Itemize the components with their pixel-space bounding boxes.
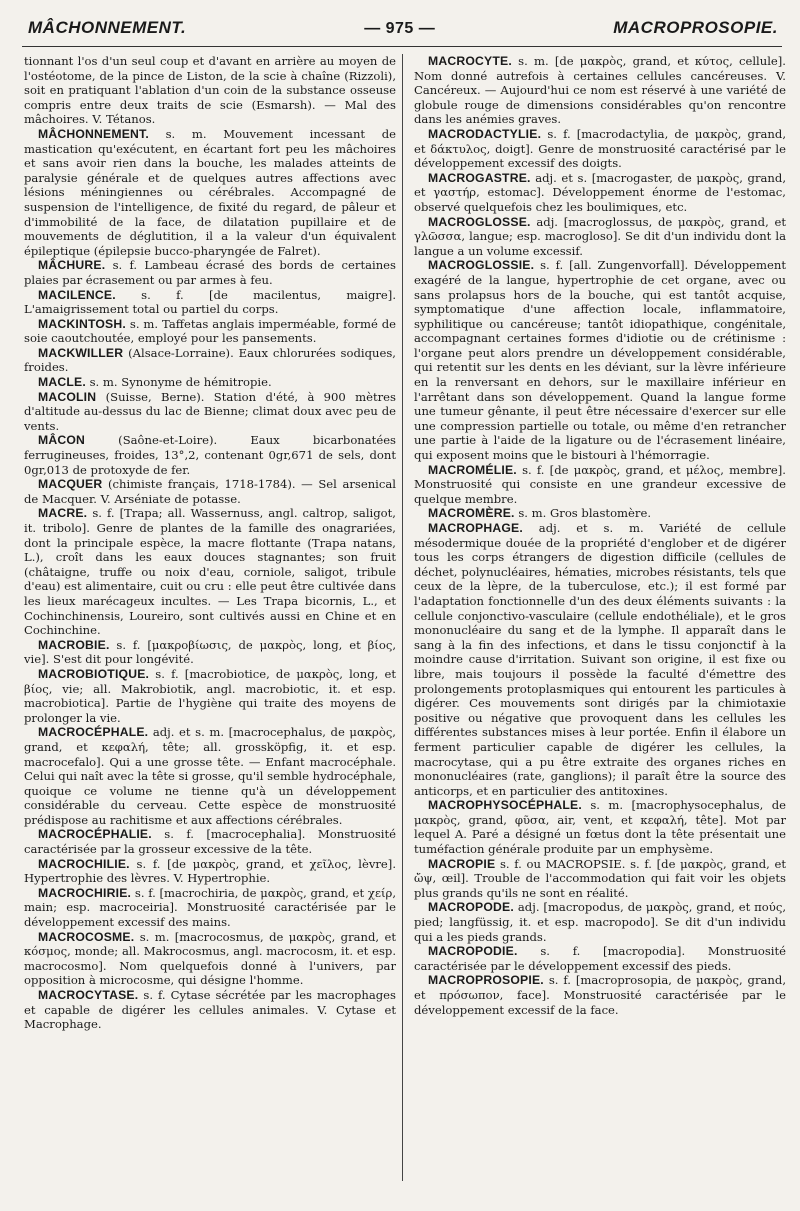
entry-definition: s. f. [macrocephalia]. Monstruosité caractérisée par la grosseur excessive de la tête. (24, 827, 396, 857)
entry-headword: MACILENCE. (38, 287, 116, 302)
entry-headword: MACROMÈRE. (428, 506, 515, 521)
entry-definition: s. m. Gros blastomère. (518, 506, 652, 521)
entry-headword: MACROGLOSSIE. (428, 258, 535, 273)
entry-headword: MACROMÉLIE. (428, 462, 517, 477)
entry-definition: s. f. [macrobiotice, de μακρὸς, long, et βίος, vie; all. Makrobiotik, angl. macrobiotic, it. et esp. macrobiotica]. Partie de l'hygiène qui traite des moyens de prolonger la vie. (24, 666, 396, 725)
dictionary-entry (24, 930, 396, 988)
entry-definition: s. f. [de μακρὸς, grand, et μέλος, membre]. Monstruosité qui consiste en une grandeur excessive de quelque membre. (414, 462, 786, 506)
dictionary-entry (414, 127, 786, 171)
dictionary-entry (24, 506, 396, 637)
entry-definition: s. f. [μακροβίωσις, de μακρὸς, long, et βίος, vie]. S'est dit pour longévité. (24, 637, 396, 667)
dictionary-entry (24, 667, 396, 725)
entry-definition: s. f. [all. Zungenvorfall]. Développement exagéré de la langue, hypertrophie de cet organe, avec ou sans prolapsus hors de la bouche, qui est tantôt acquise, symptomatique d'une affection locale, inflammatoire, syphilitique ou cancéreuse; tantôt idiopathique, congénitale, accompagnant certaines formes d'idiotie ou de crétinisme : l'organe peut alors prendre un développement considérable, qui retentit sur les dents en les déviant, sur la lèvre inférieure en la renversant en dehors, sur le maxillaire inférieur en l'arrêtant dans son développement. Quand la langue forme une tumeur gênante, il peut être nécessaire d'exercer sur elle une compression partielle ou totale, ou même d'en retrancher une partie à l'aide de la ligature ou de l'écrasement linéaire, qui exposent moins que le bistouri à l'hémorragie. (414, 258, 786, 463)
entry-definition: s. f. [macropodia]. Monstruosité caractérisée par le développement excessif des pieds. (414, 944, 786, 973)
entry-headword: MACLE. (38, 375, 86, 390)
dictionary-entry (24, 725, 396, 827)
entry-headword: MACROPHAGE. (428, 521, 523, 535)
left-column (24, 54, 396, 1189)
entry-definition: adj. et s. [macrogaster, de μακρὸς, grand, et γαστήρ, estomac]. Développement énorme de l'estomac, observé quelquefois chez les boulimiques, etc. (414, 170, 786, 214)
running-head-right: MACROPROSOPIE. (613, 18, 778, 37)
dictionary-entry (24, 54, 396, 127)
dictionary-entry (24, 886, 396, 930)
entry-definition: (Suisse, Berne). Station d'été, à 900 mètres d'altitude au-dessus du lac de Bienne; climat doux avec peu de vents. (24, 389, 396, 433)
entry-headword: MACROGLOSSE. (428, 214, 531, 229)
entry-definition: s. m. Taffetas anglais imperméable, formé de soie caoutchoutée, employé pour les pansements. (24, 316, 396, 346)
entry-headword: MACROPODIE. (428, 944, 518, 959)
entry-headword: MÂCHONNEMENT. (38, 126, 149, 141)
dictionary-entry (414, 900, 786, 944)
entry-definition: s. f. [macrochiria, de μακρὸς, grand, et χείρ, main; esp. macroceiria]. Monstruosité caractérisée par le développement excessif des mains. (24, 885, 396, 930)
entry-headword: MACROCÉPHALE. (38, 725, 149, 740)
entry-headword: MACQUER (38, 477, 103, 492)
entry-definition: s. f. [de μακρὸς, grand, et χεῖλος, lèvre]. Hypertrophie des lèvres. V. Hypertrophie. (24, 856, 396, 886)
right-column (414, 54, 786, 1189)
entry-headword: MÂCHURE. (38, 258, 106, 273)
column-divider (402, 54, 403, 1181)
entry-headword: MACRODACTYLIE. (428, 126, 542, 141)
dictionary-entry (24, 857, 396, 886)
entry-definition: s. m. [de μακρὸς, grand, et κύτος, cellule]. Nom donné autrefois à certaines cellules cancéreuses. V. Cancéreux. — Aujourd'hui ce nom est réservé à une variété de globule rouge de dimensions considérables qu'on rencontre dans les anémies graves. (414, 54, 786, 127)
header-rule (22, 46, 782, 47)
entry-definition: (Alsace-Lorraine). Eaux chlorurées sodiques, froides. (24, 345, 396, 375)
dictionary-entry (414, 973, 786, 1017)
entry-definition: adj. et s. m. Variété de cellule mésodermique douée de la propriété d'englober et de digérer tous les corps étrangers de digestion difficile (cellules de déchet, polynucléaires, hématies, microbes résistants, tels que ceux de la lèpre, de la tuberculose, etc.); il est formé par l'adaptation fonctionnelle d'un des deux éléments suivants : la cellule conjonctivo-vasculaire (cellule endothéliale), et le gros mononucléaire du sang et de la lymphe. Il apparaît dans le sang à la fin des infections, et dans le tissu conjonctif à la moindre cause d'irritation. Suivant son origine, il est fixe ou libre, mais toujours il possède la faculté d'émettre des prolongements protoplasmiques qui entourent les particules à digérer. Ces mouvements sont dirigés par la chimiotaxie positive ou négative que provoquent dans les cellules les différentes substances mises à leur portée. Enfin il élabore un ferment particulier capable de digérer les cellules, la macrocytase, qui a pu être extraite des organes riches en mononucléaires (rate, ganglions); il paraît être la source des anticorps, et en particulier des antitoxines. (414, 521, 786, 798)
entry-headword: MACROCYTE. (428, 54, 512, 68)
entry-definition: s. f. Cytase sécrétée par les macrophages et capable de digérer les cellules animales. V. Cytase et Macrophage. (24, 988, 396, 1032)
entry-definition: (Saône-et-Loire). Eaux bicarbonatées ferrugineuses, froides, 13°,2, contenant 0gr,671 de sels, dont 0gr,013 de protoxyde de fer. (24, 433, 396, 477)
entry-headword: MACROCYTASE. (38, 988, 139, 1002)
dictionary-entry (24, 390, 396, 434)
entry-definition: s. f. [macroprosopia, de μακρὸς, grand, et πρόσωπον, face]. Monstruosité caractérisée par le développement excessif de la face. (414, 973, 786, 1017)
dictionary-entry (414, 857, 786, 901)
entry-headword: MACROPIE (428, 856, 496, 871)
running-head-left: MÂCHONNEMENT. (28, 18, 187, 37)
entry-headword: MACRE. (38, 506, 88, 521)
page-header (28, 18, 778, 46)
entry-definition: s. m. [macrocosmus, de μακρὸς, grand, et κόσμος, monde; all. Makrocosmus, angl. macrocosm, it. et esp. macrocosmo]. Nom quelquefois donné à l'univers, par opposition à microcosme, qui désigne l'homme. (24, 929, 396, 988)
dictionary-entry (24, 346, 396, 375)
entry-definition: s. m. Synonyme de hémitropie. (89, 375, 272, 390)
entry-definition: s. f. [Trapa; all. Wassernuss, angl. caltrop, saligot, it. tribolo]. Genre de plantes de la famille des onagrariées, dont la principale espèce, la macre flottante (Trapa natans, L.), croît dans les eaux douces stagnantes; son fruit (châtaigne, truffe ou noix d'eau, corniole, saligot, tribule d'eau) est alimentaire, cuit ou cru : elle peut être cultivée dans les lieux marécageux incultes. — Les Trapa bicornis, L., et Cochinchinensis, Loureiro, sont cultivés aussi en Chine et en Cochinchine. (24, 506, 396, 638)
dictionary-entry (414, 944, 786, 973)
dictionary-entry (414, 171, 786, 215)
dictionary-entry (24, 258, 396, 287)
dictionary-entry (24, 988, 396, 1032)
entry-headword: MACROBIE. (38, 637, 110, 652)
entry-definition: adj. [macroglossus, de μακρὸς, grand, et γλῶσσα, langue; esp. macrogloso]. Se dit d'un individu dont la langue a un volume excessif. (414, 214, 786, 258)
entry-headword: MACROCHILIE. (38, 856, 130, 871)
entry-headword: MACROPROSOPIE. (428, 973, 544, 988)
dictionary-entry (414, 521, 786, 798)
dictionary-entry (414, 54, 786, 127)
dictionary-entry (24, 288, 396, 317)
entry-headword: MACROCÉPHALIE. (38, 827, 152, 842)
dictionary-entry (24, 477, 396, 506)
entry-definition: s. f. [de macilentus, maigre]. L'amaigrissement total ou partiel du corps. (24, 287, 396, 317)
dictionary-entry (24, 317, 396, 346)
dictionary-entry (24, 375, 396, 390)
dictionary-entry (24, 638, 396, 667)
dictionary-entry (414, 506, 786, 521)
entry-headword: MACROPODE. (428, 900, 514, 915)
entry-definition: s. f. [macrodactylia, de μακρὸς, grand, et δάκτυλος, doigt]. Genre de monstruosité caractérisé par le développement excessif des doigts. (414, 126, 786, 171)
dictionary-entry (24, 827, 396, 856)
entry-headword: MACOLIN (38, 389, 97, 404)
dictionary-entry (414, 258, 786, 462)
entry-headword: MÂCON (38, 433, 86, 448)
entry-definition: s. f. Lambeau écrasé des bords de certaines plaies par écrasement ou par armes à feu. (24, 258, 396, 287)
dictionary-entry (414, 798, 786, 856)
entry-definition: s. m. Mouvement incessant de mastication qu'exécutent, en écartant fort peu les mâchoires et sans avoir rien dans la bouche, les malades atteints de paralysie générale et de quelques autres affections avec lésions méningiennes ou cérébrales. Accompagné de suspension de l'intelligence, de fixité du regard, de pâleur et d'immobilité de la face, de dilatation pupillaire et de mouvements de déglutition, il a la valeur d'un équivalent épileptique (épilepsie bucco-pharyngée de Falret). (24, 126, 396, 258)
entry-headword: MACROGASTRE. (428, 170, 531, 185)
entry-definition: adj. [macropodus, de μακρὸς, grand, et πούς, pied; langfüssig, it. et esp. macropodo]. Se dit d'un individu qui a les pieds grands. (414, 900, 786, 944)
entry-headword: MACROBIOTIQUE. (38, 666, 150, 681)
entry-headword: MACROCOSME. (38, 929, 135, 944)
dictionary-entry (414, 463, 786, 507)
entry-headword: MACKINTOSH. (38, 316, 126, 331)
entry-headword: MACKWILLER (38, 345, 124, 360)
entry-definition: adj. et s. m. [macrocephalus, de μακρὸς, grand, et κεφαλή, tête; all. grossköpfig, it. et esp. macrocefalo]. Qui a une grosse tête. — Enfant macrocéphale. Celui qui naît avec la tête si grosse, qu'il semble hydrocéphale, quoique ce volume ne tienne qu'à un développement considérable du cerveau. Cette espèce de monstruosité prédispose au rachitisme et aux affections cérébrales. (24, 725, 396, 827)
entry-definition: tionnant l'os d'un seul coup et d'avant en arrière au moyen de l'ostéotome, de la pince de Liston, de la scie à chaîne (Rizzoli), soit en pratiquant l'ablation d'un coin de la substance osseuse compris entre deux traits de scie (Esmarsh). — Mal des mâchoires. V. Tétanos. (24, 54, 396, 127)
entry-headword: MACROPHYSOCÉPHALE. (428, 798, 582, 813)
dictionary-entry (24, 127, 396, 258)
entry-headword: MACROCHIRIE. (38, 885, 132, 900)
entry-definition: s. f. ou MACROPSIE. s. f. [de μακρὸς, grand, et ὤψ, œil]. Trouble de l'accommodation qui fait voir les objets plus grands qu'ils ne sont en réalité. (414, 856, 786, 900)
dictionary-entry (24, 433, 396, 477)
entry-definition: s. m. [macrophysocephalus, de μακρὸς, grand, φῦσα, air, vent, et κεφαλή, tête]. Mot par lequel A. Paré a désigné un fœtus dont la tête présentait une tuméfaction générale produite par un emphysème. (414, 798, 786, 857)
dictionary-entry (414, 215, 786, 259)
entry-definition: (chimiste français, 1718-1784). — Sel arsenical de Macquer. V. Arséniate de potasse. (24, 477, 396, 506)
page-number: — 975 — (364, 20, 436, 37)
